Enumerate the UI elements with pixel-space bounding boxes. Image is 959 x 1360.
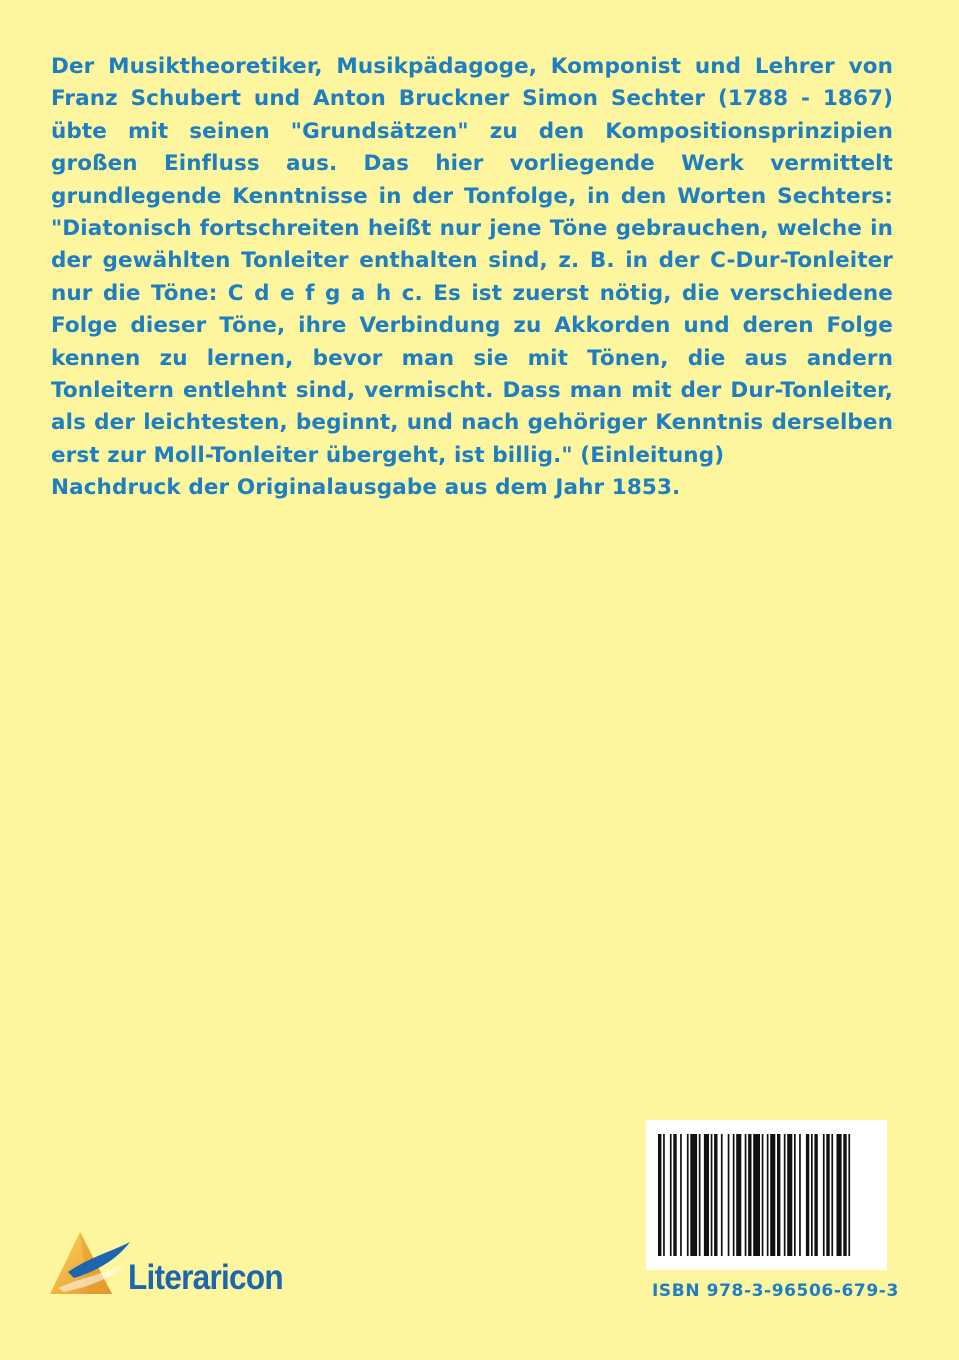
barcode-bar [837,1134,842,1256]
barcode-bar [699,1134,701,1256]
barcode [646,1120,887,1270]
publisher-logo-icon [48,1228,132,1300]
publisher-logo [48,1228,318,1308]
back-cover-blurb [51,51,893,505]
barcode-bar [673,1134,676,1256]
barcode-bar [687,1134,689,1256]
barcode-bar [711,1134,713,1256]
barcode-bar [770,1134,775,1256]
blurb-reprint-note: Nachdruck der Originalausgabe aus dem Jahr 1853. [51,475,681,501]
barcode-bar [721,1134,723,1256]
barcode-bar [831,1134,833,1256]
barcode-bar [794,1134,796,1256]
barcode-bar [745,1134,747,1256]
barcode-bar [748,1134,751,1256]
barcode-bar [843,1134,846,1256]
barcode-bars [658,1134,876,1256]
barcode-bar [728,1134,730,1256]
barcode-bar [767,1134,769,1256]
barcode-bar [823,1134,825,1256]
barcode-bar [787,1134,792,1256]
isbn-number: ISBN 978-3-96506-679-3 [652,1281,899,1301]
barcode-bar [753,1134,760,1256]
barcode-bar [733,1134,735,1256]
blurb-description: Der Musiktheoretiker, Musikpädagoge, Komponist und Lehrer von Franz Schubert und Anton Bruckner Simon Sechter (1788 - 1867) übte mit seinen "Grundsätzen" zu den Kompositionsprinzipien großen Einfluss aus. Das hier vorliegende Werk vermittelt grundlegende Kenntnisse in der Tonfolge, in den Worten Sechters: "Diatonisch fortschreiten heißt nur jene Töne gebrauchen, welche in der gewählten Tonleiter enthalten sind, z. B. in der C-Dur-Tonleiter nur die Töne: C d e f g a h c. Es ist zuerst nötig, die verschiedene Folge dieser Töne, ihre Verbindung zu Akkorden und deren Folge kennen zu lernen, bevor man sie mit Tönen, die aus andern Tonleitern entlehnt sind, vermischt. Dass man mit der Dur-Tonleiter, als der leichtesten, beginnt, und nach gehöriger Kenntnis derselben erst zur Moll-Tonleiter übergeht, ist billig." (Einleitung) [51,54,893,468]
barcode-bar [670,1134,672,1256]
barcode-bar [762,1134,764,1256]
barcode-bar [777,1134,780,1256]
barcode-bar [680,1134,682,1256]
barcode-bar [814,1134,817,1256]
barcode-bar [799,1134,801,1256]
barcode-bar [663,1134,665,1256]
barcode-bar [658,1134,661,1256]
barcode-bar [826,1134,829,1256]
barcode-bar [806,1134,809,1256]
barcode-bar [704,1134,709,1256]
barcode-bar [714,1134,717,1256]
barcode-bar [736,1134,741,1256]
barcode-bar [784,1134,786,1256]
publisher-name: Literaricon [128,1258,283,1297]
barcode-bar [811,1134,813,1256]
barcode-bar [848,1134,850,1256]
barcode-bar [690,1134,697,1256]
